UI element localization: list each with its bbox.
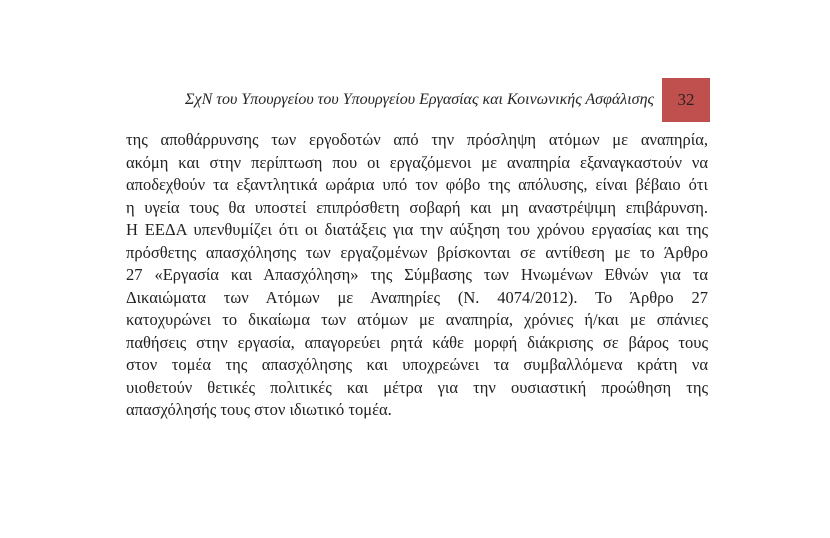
paragraph-line: παθήσεις στην εργασία, απαγορεύει ρητά κάθε μορφή διάκρισης σε βάρος τους bbox=[126, 332, 708, 352]
paragraph-line: ακόμη και στην περίπτωση που οι εργαζόμενοι με αναπηρία εξαναγκαστούν να bbox=[126, 152, 708, 172]
paragraph-line: της αποθάρρυνσης των εργοδοτών από την πρόσληψη ατόμων με αναπηρία, bbox=[126, 130, 708, 149]
paragraph-line: Δικαιώματα των Ατόμων με Αναπηρίες (Ν. 4074/2012). Το Άρθρο 27 bbox=[126, 287, 708, 307]
paragraph-line: η υγεία τους θα υποστεί επιπρόσθετη σοβαρή και μη αναστρέψιμη επιβάρυνση. bbox=[126, 197, 708, 217]
paragraph-line: υιοθετούν θετικές πολιτικές και μέτρα για την ουσιαστική προώθηση της bbox=[126, 377, 708, 397]
body-paragraph bbox=[126, 129, 708, 422]
paragraph-line: αποδεχθούν τα εξαντλητικά ωράρια υπό τον φόβο της απόλυσης, είναι βέβαιο ότι bbox=[126, 175, 708, 194]
header-title: ΣχΝ του Υπουργείου του Υπουργείου Εργασίας και Κοινωνικής Ασφάλισης bbox=[185, 91, 654, 108]
page-number: 32 bbox=[677, 90, 695, 109]
page-number-badge bbox=[662, 78, 710, 122]
paragraph-line: πρόσθετης απασχόλησης των εργαζομένων βρίσκονται σε αντίθεση με το Άρθρο bbox=[126, 242, 708, 262]
page-header bbox=[0, 78, 710, 122]
paragraph-line: κατοχυρώνει το δικαίωμα των ατόμων με αναπηρία, χρόνιες ή/και με σπάνιες bbox=[126, 310, 708, 329]
paragraph-line: στον τομέα της απασχόλησης και υποχρεώνει τα συμβαλλόμενα κράτη να bbox=[126, 355, 708, 374]
paragraph-line: 27 «Εργασία και Απασχόληση» της Σύμβασης των Ηνωμένων Εθνών για τα bbox=[126, 265, 708, 284]
paragraph-line: απασχόλησής τους στον ιδιωτικό τομέα. bbox=[126, 400, 392, 419]
paragraph-line: Η ΕΕΔΑ υπενθυμίζει ότι οι διατάξεις για την αύξηση του χρόνου εργασίας και της bbox=[126, 220, 708, 239]
